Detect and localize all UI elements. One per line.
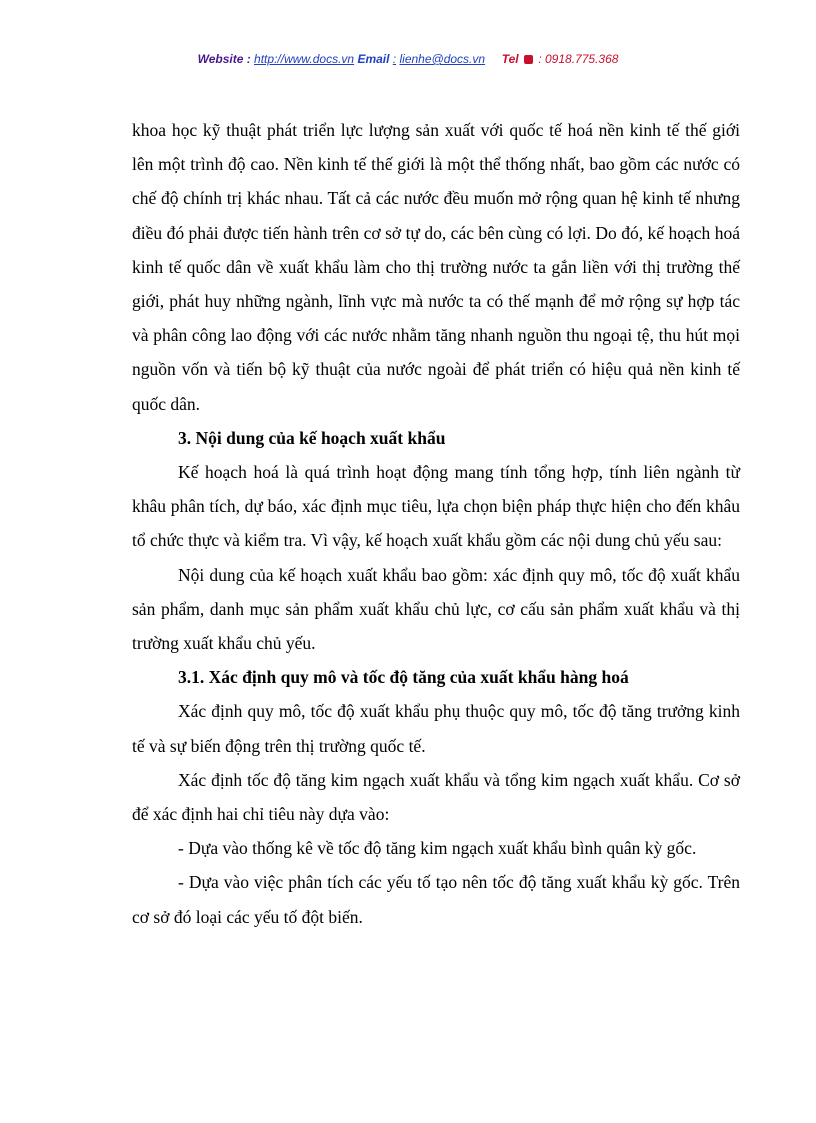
website-link[interactable]: http://www.docs.vn [254, 52, 355, 66]
phone-icon [524, 55, 533, 64]
page-header [0, 52, 816, 66]
bullet-statistics: - Dựa vào thống kê về tốc độ tăng kim ngạch xuất khẩu bình quân kỳ gốc. [178, 838, 697, 859]
section-heading-3-1: 3.1. Xác định quy mô và tốc độ tăng của xuất khẩu hàng hoá [178, 667, 629, 688]
paragraph-growth: Xác định tốc độ tăng kim ngạch xuất khẩu và tổng kim ngạch xuất khẩu. Cơ sở để xác định hai chỉ tiêu này dựa vào: [132, 769, 740, 825]
email-link[interactable]: lienhe@docs.vn [399, 52, 486, 66]
document-body [132, 113, 740, 934]
email-colon: : [392, 52, 397, 66]
bullet-analysis: - Dựa vào việc phân tích các yếu tố tạo nên tốc độ tăng xuất khẩu kỳ gốc. Trên cơ sở đó loại các yếu tố đột biến. [132, 872, 740, 927]
email-label: Email [357, 52, 390, 66]
paragraph-contents: Nội dung của kế hoạch xuất khẩu bao gồm: xác định quy mô, tốc độ xuất khẩu sản phẩm, danh mục sản phẩm xuất khẩu chủ lực, cơ cấu sản phẩm xuất khẩu và thị trường xuất khẩu chủ yếu. [132, 564, 740, 654]
paragraph-intro: khoa học kỹ thuật phát triển lực lượng sản xuất với quốc tế hoá nền kinh tế thế giới lên một trình độ cao. Nền kinh tế thế giới là một thể thống nhất, bao gồm các nước có chế độ chính trị khác nhau. Tất cả các nước đều muốn mở rộng quan hệ kinh tế nhưng điều đó phải được tiến hành trên cơ sở tự do, các bên cùng có lợi. Do đó, kế hoạch hoá kinh tế quốc dân về xuất khẩu làm cho thị trường nước ta gắn liền với thị trường thế giới, phát huy những ngành, lĩnh vực mà nước ta có thế mạnh để mở rộng sự hợp tác và phân công lao động với các nước nhằm tăng nhanh nguồn thu ngoại tệ, thu hút mọi nguồn vốn và tiến bộ kỹ thuật của nước ngoài để phát triển có hiệu quả nền kinh tế quốc dân. [132, 120, 740, 414]
paragraph-planning: Kế hoạch hoá là quá trình hoạt động mang tính tổng hợp, tính liên ngành từ khâu phân tích, dự báo, xác định mục tiêu, lựa chọn biện pháp thực hiện cho đến khâu tổ chức thực và kiểm tra. Vì vậy, kế hoạch xuất khẩu gồm các nội dung chủ yếu sau: [132, 462, 740, 551]
website-label: Website : [197, 52, 251, 66]
phone-number: : 0918.775.368 [538, 52, 619, 66]
tel-label: Tel [501, 52, 519, 66]
section-heading-3: 3. Nội dung của kế hoạch xuất khẩu [178, 427, 446, 448]
paragraph-scale: Xác định quy mô, tốc độ xuất khẩu phụ thuộc quy mô, tốc độ tăng trưởng kinh tế và sự biến động trên thị trường quốc tế. [132, 701, 740, 756]
